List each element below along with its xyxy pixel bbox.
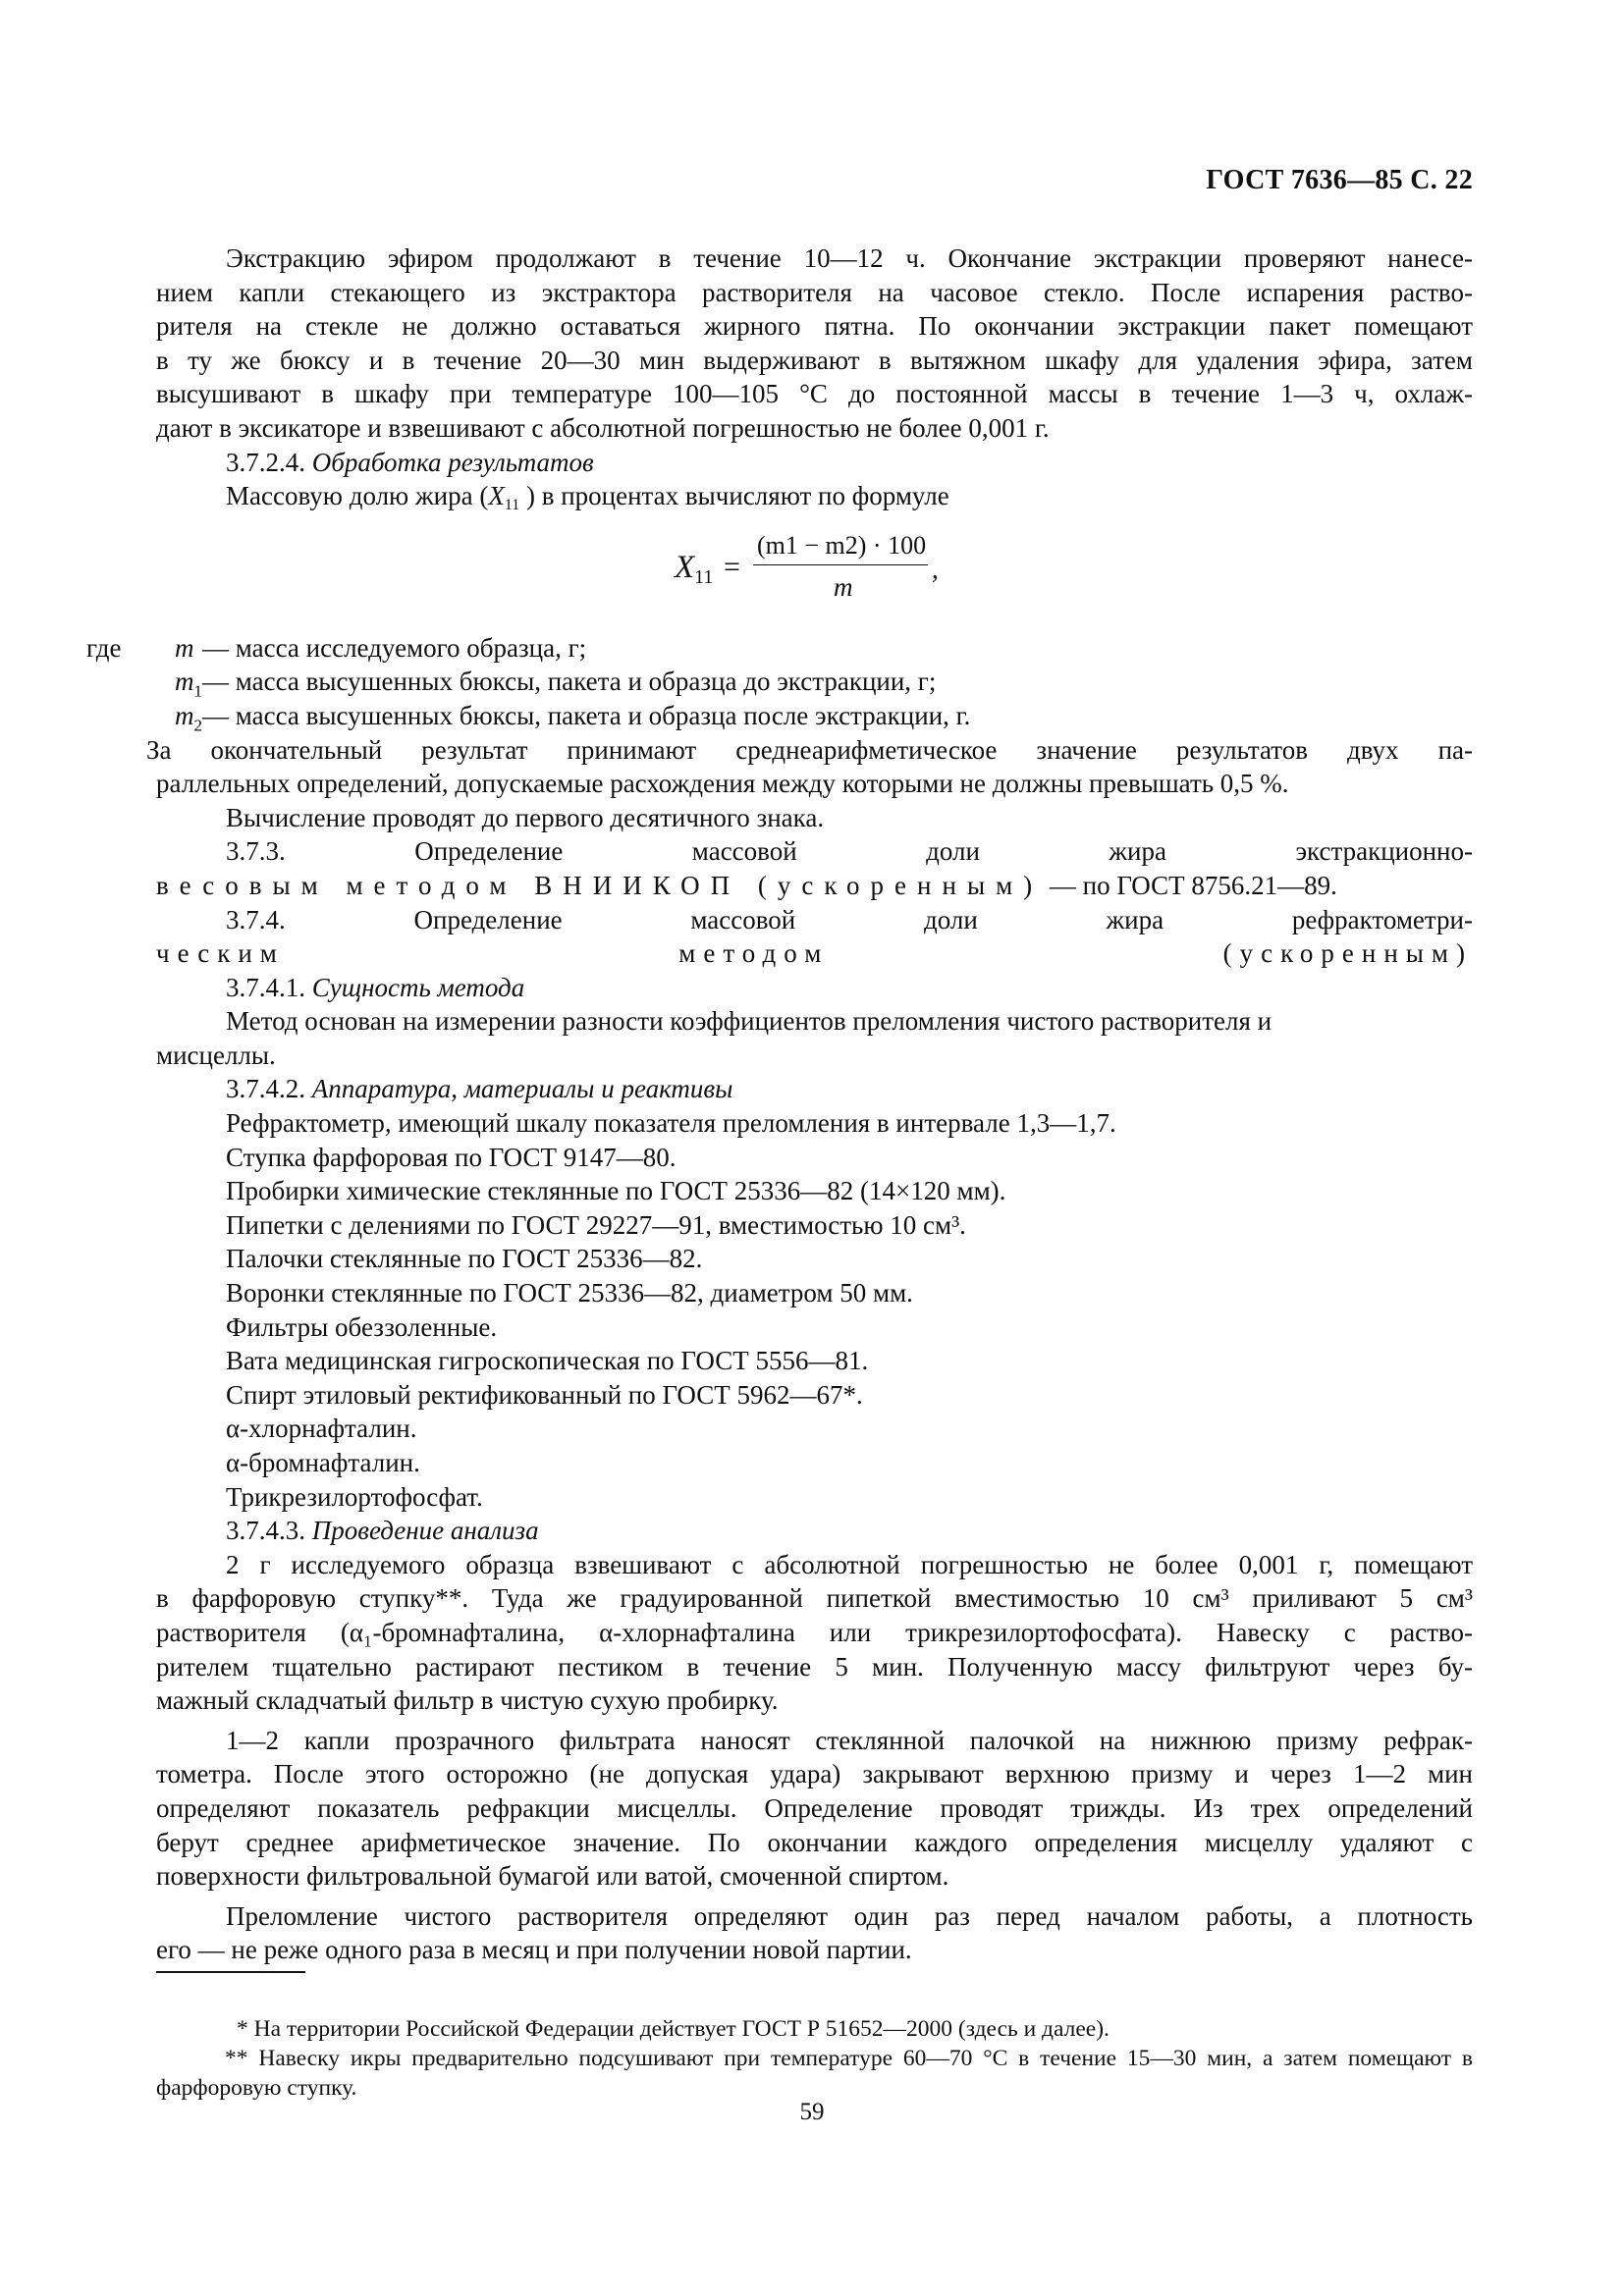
where-row [86, 699, 1473, 733]
text-line: рителя на стекле не должно оставаться жирного пятна. По окончании экстракции пакет помещают [156, 311, 1473, 342]
list-item: Воронки стеклянные по ГОСТ 25336—82, диаметром 50 мм. [226, 1278, 913, 1308]
section-3-7-2-4-heading [156, 446, 1473, 480]
page-body [86, 241, 1473, 1967]
section-number: 3.7.4.1. [226, 972, 305, 1002]
section-3-7-4-1-heading [156, 971, 1473, 1005]
section-3-7-3-line2 [156, 869, 1473, 903]
where-text: — масса исследуемого образца, г; [202, 632, 587, 663]
formula [156, 513, 1473, 631]
text-line: нием капли стекающего из экстрактора растворителя на часовое стекло. После испарения раство- [156, 277, 1473, 307]
list-item: Трикрезилортофосфат. [226, 1481, 483, 1512]
text-line: в фарфоровую ступку**. Туда же градуированной пипеткой вместимостью 10 см³ приливают 5 см³ [156, 1583, 1473, 1614]
text-line: Вычисление проводят до первого десятичного знака. [226, 802, 825, 832]
footnote-divider [156, 1971, 305, 1973]
text-line: мажный складчатый фильтр в чистую сухую пробирку. [156, 1685, 779, 1716]
formula-equals: = [724, 550, 740, 583]
section-number: 3.7.2.4. [226, 447, 305, 477]
section-title: Проведение анализа [311, 1516, 539, 1546]
paragraph-drops [156, 1724, 1473, 1894]
section-3-7-4-line1: 3.7.4. Определение массовой доли жира рефрактометри- [226, 904, 1473, 934]
list-item: Вата медицинская гигроскопическая по ГОСТ 5556—81. [226, 1346, 869, 1376]
fraction-bar [753, 564, 928, 565]
where-row [86, 665, 1473, 699]
section-title: Сущность метода [311, 972, 525, 1002]
gost-reference: — по ГОСТ 8756.21—89. [1043, 870, 1337, 900]
intro-symbol-sub: 11 [504, 497, 520, 514]
where-text: — масса высушенных бюксы, пакета и образца после экстракции, г. [202, 700, 971, 730]
page-header: ГОСТ 7636—85 С. 22 [1206, 165, 1473, 195]
text-line: За окончательный результат принимают среднеарифметическое значение результатов двух па- [146, 734, 1473, 765]
formula-denominator: m [834, 571, 853, 602]
list-item: Палочки стеклянные по ГОСТ 25336—82. [226, 1244, 703, 1274]
where-symbol: $m_1$ [175, 667, 202, 701]
text-line: дают в эксикаторе и взвешивают с абсолютной погрешностью не более 0,001 г. [156, 412, 1050, 443]
list-item: Пипетки с делениями по ГОСТ 29227—91, вместимостью 10 см³. [226, 1209, 966, 1240]
where-text: — масса высушенных бюксы, пакета и образца до экстракции, г; [202, 667, 937, 697]
section-3-7-4-2-heading [156, 1072, 1473, 1106]
formula-comma: , [932, 554, 939, 584]
apparatus-list [156, 1106, 1473, 1514]
text-line: Экстракцию эфиром продолжают в течение 10—12 ч. Окончание экстракции проверяют нанесе- [226, 243, 1473, 273]
section-3-7-4-3-heading [156, 1514, 1473, 1548]
spaced-text: весовым методом ВНИИКОП (ускоренным) [156, 870, 1044, 900]
list-item: Рефрактометр, имеющий шкалу показателя преломления в интервале 1,3—1,7. [226, 1108, 1116, 1139]
paragraph-analysis [156, 1548, 1473, 1718]
text-line: Метод основан на измерении разности коэффициентов преломления чистого растворителя и [226, 1006, 1272, 1037]
text-line: высушивают в шкафу при температуре 100—105 °С до постоянной массы в течение 1—3 ч, охлаж- [156, 379, 1473, 409]
where-block [86, 631, 1473, 733]
where-label: где [86, 632, 122, 663]
footnote: * На территории Российской Федерации действует ГОСТ Р 51652—2000 (здесь и далее). [237, 2015, 1110, 2042]
intro-text: Массовую долю жира ( [226, 481, 489, 511]
list-item: α-бромнафталин. [226, 1448, 420, 1477]
footnote: ** Навеску икры предварительно подсушивают при температуре 60—70 °С в течение 15—30 мин, а затем помещают в фарфоровую ступку. [156, 2045, 1473, 2101]
list-item: Ступка фарфоровая по ГОСТ 9147—80. [226, 1142, 677, 1172]
text-line: определяют показатель рефракции мисцеллы. Определение проводят трижды. Из трех определений [156, 1792, 1473, 1823]
text-line: 1—2 капли прозрачного фильтрата наносят стеклянной палочкой на нижнюю призму рефрак- [226, 1725, 1473, 1755]
section-title: Обработка результатов [311, 447, 594, 477]
formula-lhs: $X_{11}$ [675, 549, 714, 588]
page-number: 59 [799, 2099, 825, 2125]
where-row [86, 631, 1473, 666]
text-line: мисцеллы. [156, 1040, 276, 1070]
text-line: рителем тщательно растирают пестиком в течение 5 мин. Полученную массу фильтруют через бу- [156, 1651, 1473, 1682]
list-item: Спирт этиловый ректификованный по ГОСТ 5962—67*. [226, 1379, 863, 1410]
paragraph-refraction [156, 1899, 1473, 1967]
text-line: в ту же бюксу и в течение 20—30 мин выдерживают в вытяжном шкафу для удаления эфира, затем [156, 345, 1473, 375]
where-symbol: m [175, 632, 194, 663]
paragraph-result [146, 733, 1473, 801]
formula-numerator: (m1 − m2) · 100 [757, 530, 927, 560]
section-number: 3.7.4.3. [226, 1516, 305, 1546]
text-line: тометра. После этого осторожно (не допуская удара) закрывают верхнюю призму и через 1—2 мин [156, 1759, 1473, 1789]
intro-symbol: X [488, 481, 505, 511]
text-line: поверхности фильтровальной бумагой или ватой, смоченной спиртом. [156, 1861, 949, 1892]
section-number: 3.7.4.2. [226, 1074, 305, 1104]
list-item: α-хлорнафталин. [226, 1414, 417, 1444]
paragraph-extraction [156, 241, 1473, 446]
list-item: Пробирки химические стеклянные по ГОСТ 25336—82 (14×120 мм). [226, 1176, 1006, 1206]
list-item: Фильтры обеззоленные. [226, 1311, 498, 1342]
section-3-7-3-line1: 3.7.3. Определение массовой доли жира экстракционно- [226, 836, 1473, 867]
text-line: 2 г исследуемого образца взвешивают с абсолютной погрешностью не более 0,001 г, помещают [226, 1549, 1473, 1579]
where-symbol: $m_2$ [175, 700, 202, 735]
text-line: его — не реже одного раза в месяц и при получении новой партии. [156, 1935, 912, 1965]
text-line: берут среднее арифметическое значение. По окончании каждого определения мисцеллу удаляют с [156, 1827, 1473, 1857]
text-line: раллельных определений, допускаемые расхождения между которыми не должны превышать 0,5 %. [156, 769, 1289, 799]
section-title: Аппаратура, материалы и реактивы [311, 1074, 733, 1104]
text-line: растворителя (α₁-бромнафталина, α-хлорнафталина или трикрезилортофосфата). Навеску с раство- [156, 1617, 1473, 1647]
section-3-7-4-line2: ческим методом (ускоренным) [156, 938, 1473, 969]
formula-intro [156, 479, 1473, 513]
intro-text-after: ) в процентах вычисляют по формуле [525, 481, 949, 511]
text-line: Преломление чистого растворителя определяют один раз перед началом работы, а плотность [226, 1900, 1473, 1931]
